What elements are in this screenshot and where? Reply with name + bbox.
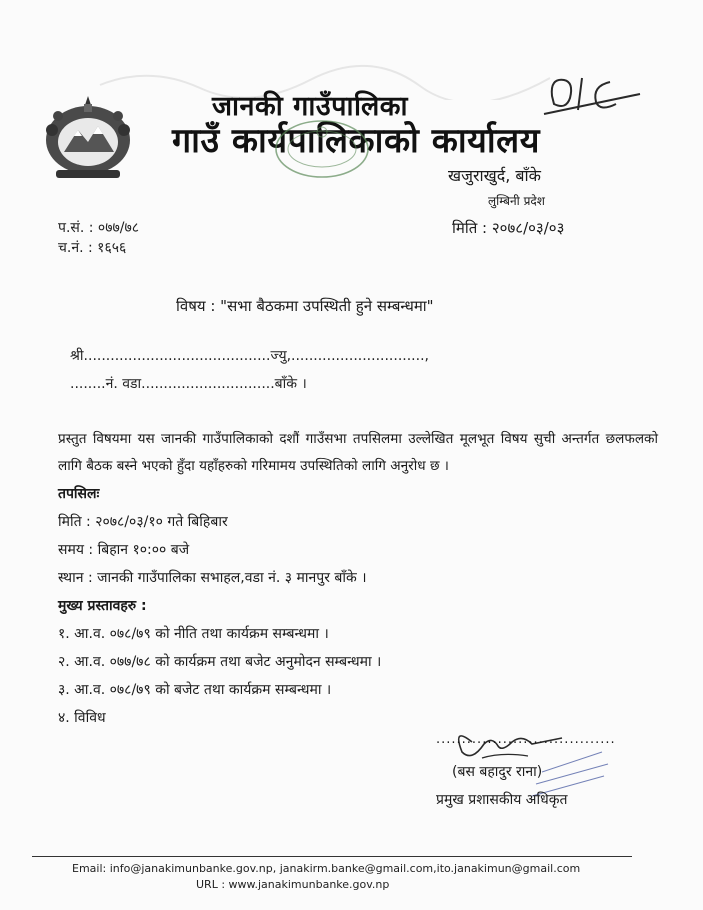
- meeting-time: समय : बिहान १०:०० बजे: [58, 542, 190, 558]
- letter-subject: विषय : "सभा बैठकमा उपस्थिती हुने सम्बन्धमा": [176, 297, 434, 315]
- details-heading: तपसिलः: [58, 486, 100, 502]
- proposal-item: ३. आ.व. ०७८/७९ को बजेट तथा कार्यक्रम सम्बन्धमा ।: [58, 682, 332, 698]
- signatory-name: (बस बहादुर राना): [452, 764, 543, 780]
- proposal-item: १. आ.व. ०७८/७९ को नीति तथा कार्यक्रम सम्बन्धमा ।: [58, 626, 329, 642]
- handwritten-note: [540, 68, 650, 118]
- signature-line: ...................................: [436, 732, 616, 747]
- office-address: खजुराखुर्द, बाँके: [448, 166, 541, 185]
- proposals-heading: मुख्य प्रस्तावहरु :: [58, 598, 147, 614]
- proposal-item: ४. विविध: [58, 710, 106, 726]
- office-province: लुम्बिनी प्रदेश: [488, 194, 545, 208]
- office-seal-stamp: [272, 118, 372, 180]
- government-emblem-icon: [38, 90, 138, 182]
- proposal-item: २. आ.व. ०७७/७८ को कार्यक्रम तथा बजेट अनुमोदन सम्बन्धमा ।: [58, 654, 382, 670]
- recipient-line-2: ........नं. वडा..............................बाँके ।: [70, 376, 307, 392]
- signatory-title: प्रमुख प्रशासकीय अधिकृत: [436, 792, 568, 808]
- meeting-place: स्थान : जानकी गाउँपालिका सभाहल,वडा नं. ३ मानपुर बाँके ।: [58, 570, 367, 586]
- meeting-date: मिति : २०७८/०३/१० गते बिहिबार: [58, 514, 228, 530]
- footer-divider: [32, 856, 632, 857]
- footer-email: Email: info@janakimunbanke.gov.np, janakirm.banke@gmail.com,ito.janakimun@gmail.com: [72, 862, 581, 875]
- office-title: गाउँ कार्यपालिकाको कार्यालय: [172, 121, 540, 161]
- recipient-line-1: श्री..........................................ज्यु,..............................,: [70, 348, 429, 364]
- letter-date: मिति : २०७८/०३/०३: [452, 219, 565, 237]
- letter-ref-number: प.सं. : ०७७/७८: [58, 220, 140, 236]
- office-name: जानकी गाउँपालिका: [212, 91, 408, 122]
- dispatch-number: च.नं. : १६५६: [58, 240, 127, 256]
- footer-url: URL : www.janakimunbanke.gov.np: [196, 878, 390, 891]
- body-paragraph: प्रस्तुत विषयमा यस जानकी गाउँपालिकाको दशौं गाउँसभा तपसिलमा उल्लेखित मूलभूत विषय सुची अन्तर्गत छलफलको लागि बैठक बस्ने भएको हुँदा यहाँहरुको गरिमामय उपस्थितिको लागि अनुरोध छ ।: [58, 431, 658, 474]
